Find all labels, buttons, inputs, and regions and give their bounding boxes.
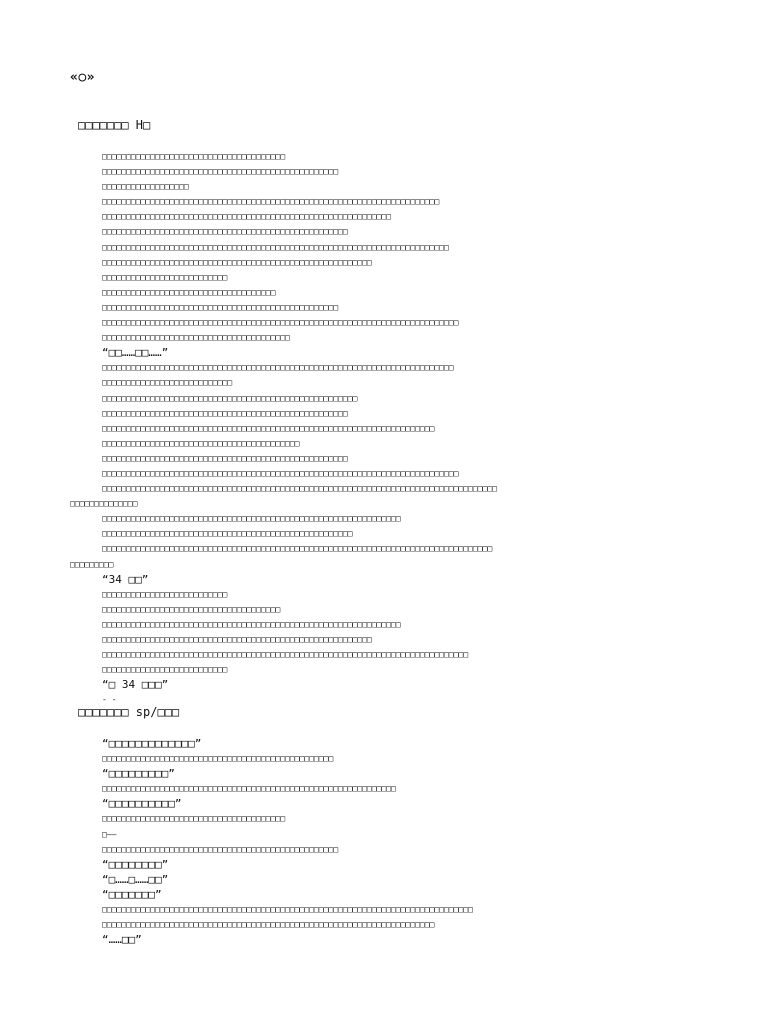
text-line: - - bbox=[102, 695, 117, 705]
section-1-body bbox=[70, 149, 730, 707]
text-line: □□□□□□□□□□□□□□□□□□□□□□□□□□□□□□□□□□□□□□□□□□□□□□□□□□□□□□□□□□□□□□□□□□□□□□ bbox=[102, 197, 440, 207]
text-line: □□□□□□□□□□□□□□□□□□□□□□□□□□□□□□□□□□□□□ bbox=[102, 604, 281, 614]
section-1 bbox=[70, 118, 730, 707]
text-line: □□□□□□□□□□□□□□□□□□□□□□□□□□ bbox=[102, 272, 228, 282]
text-line: □□□□□□□□□□□□□□□□□□□□□□□□□□□□□□□□□□□□□□□□□□□□□□□□□□□□□□□□□□□□□□□□□□□□□□□□□□ bbox=[102, 318, 459, 328]
dialogue-line: “□□□□□□□” bbox=[102, 887, 162, 901]
document-title: «○» bbox=[70, 70, 95, 85]
text-line: □□□□□□□□□□□□□□□□□□□□□□□□□□□□□□□□□□□□□□□□□□□□□□□□□□□□□□□□□□□□□□□□□□□□□□□□ bbox=[102, 242, 449, 252]
dialogue-line: “34 □□” bbox=[102, 572, 149, 586]
text-line: □□□□□□□□□□□□□□□□□□□□□□□□□□□□□□□□□□□□□□□□□□□□□□□□□□□□□□□□□□□□□□□□□□□□□□□□□□□□□ bbox=[102, 905, 473, 915]
text-line: □□□□□□□□□□□□□□□□□□□□□□□□□□□□□□□□□□□□□□□ bbox=[102, 333, 290, 343]
text-line: □□□□□□□□□□□□□□□□□□□□□□□□□□□□□□□□□□□□□□□□□ bbox=[102, 438, 300, 448]
text-line: □□□□□□□□□□□□□□□□□□□□□□□□□□□□□□□□□□□□□□ bbox=[102, 814, 286, 824]
section-2-body bbox=[70, 736, 730, 947]
text-line: □□□□□□□□□□□□□□□□□□□□□□□□□□□□□□□□□□□□□□□□□□□□□□□□□□□ bbox=[102, 408, 348, 418]
text-line: □□□□□□□□□□□□□□□□□□□□□□□□□□□□□□□□□□□□□□ bbox=[102, 152, 286, 161]
text-line: □□□□□□□□□□□□□□□□□□□□□□□□□□□□□□□□□□□□□□□□□□□□□□□□□□□□□□□□□□□□□□ bbox=[102, 514, 401, 524]
text-line: □□□□□□□□□□□□□□□□□□□□□□□□□□□□□□□□□□□□□□□□□□□□□□□□□□□□□□□□□□□□□□□□□□□□□ bbox=[102, 920, 435, 930]
text-line: □□□□□□□□□□□□□□□□□□ bbox=[102, 182, 189, 192]
text-line: □□□□□□□□□□□□□□□□□□□□□□□□□□□□□□□□□□□□□□□□□□□□□□□□□ bbox=[102, 167, 339, 177]
text-line: □□□□□□□□□□□□□□□□□□□□□□□□□□□□□□□□□□□□□□□□□□□□□□□□□□□□□□□□□□□□□□□□□□□□□□□□□ bbox=[102, 363, 454, 373]
text-line: □□□□□□□□□□□□□□□□□□□□□□□□□□□□□□□□□□□□□□□□□□□□□□□□□□□□□□□□□□□□□□□□□□□□□□□□□□ bbox=[102, 468, 459, 478]
text-line: □□□□□□□□□□□□□□□□□□□□□□□□□□□ bbox=[102, 378, 233, 388]
text-line: □□□□□□□□□□□□□□□□□□□□□□□□□□ bbox=[102, 589, 228, 599]
dialogue-line: “□□□□□□□□□” bbox=[102, 767, 175, 781]
text-line: □□□□□□□□□ bbox=[70, 559, 114, 569]
text-line: □□□□□□□□□□□□□□□□□□□□□□□□□□□□□□□□□□□□□□□□□□□□□□□□□ bbox=[102, 844, 339, 854]
text-line: □□□□□□□□□□□□□□□□□□□□□□□□□□□□□□□□□□□□□□□□□□□□□□□□□□□□□□□□□□□□□ bbox=[102, 784, 396, 794]
dialogue-line: “……□□” bbox=[102, 933, 142, 947]
text-line: □□□□□□□□□□□□□□□□□□□□□□□□□□ bbox=[102, 665, 228, 675]
text-line: □□□□□□□□□□□□□□□□□□□□□□□□□□□□□□□□□□□□□□□□□□□□□□□□□□□□□ bbox=[102, 393, 358, 403]
dialogue-line: “□……□……□□” bbox=[102, 872, 169, 886]
dialogue-line: “□□……□□……” bbox=[102, 346, 169, 360]
dialogue-line: “□□□□□□□□□□□□□” bbox=[102, 737, 202, 750]
section-1-heading: □□□□□□□ H□ bbox=[78, 118, 151, 132]
text-line: □□□□□□□□□□□□□□□□□□□□□□□□□□□□□□□□□□□□□□□□□□□□□□□□□□□□□□□□□□□□□□□□□□□□□□□□□□□□ bbox=[102, 650, 469, 660]
text-line: □□□□□□□□□□□□□□□□□□□□□□□□□□□□□□□□□□□□□□□□□□□□□□□□□□□□ bbox=[102, 529, 353, 539]
dialogue-line: “□□□□□□□□” bbox=[102, 857, 169, 871]
text-line: □—— bbox=[102, 829, 117, 839]
text-line: □□□□□□□□□□□□□□□□□□□□□□□□□□□□□□□□□□□□□□□□□□□□□□□□□□□ bbox=[102, 227, 348, 237]
text-line: □□□□□□□□□□□□□□□□□□□□□□□□□□□□□□□□□□□□□□□□□□□□□□□□□□□□□□□□ bbox=[102, 635, 372, 644]
section-2 bbox=[70, 705, 730, 947]
text-line: □□□□□□□□□□□□□□□□□□□□□□□□□□□□□□□□□□□□□□□□□□□□□□□□□□□□□□□□□□□□ bbox=[102, 212, 391, 222]
text-line: □□□□□□□□□□□□□□□□□□□□□□□□□□□□□□□□□□□□□□□□□□□□□□□□□□□□□□□□□□□□□□□□□□□□□□□□□□□□□□□□□□ bbox=[102, 484, 497, 494]
text-line: □□□□□□□□□□□□□□□□□□□□□□□□□□□□□□□□□□□□□□□□□□□□□□□□ bbox=[102, 754, 334, 764]
text-line: □□□□□□□□□□□□□□ bbox=[70, 499, 138, 509]
text-line: □□□□□□□□□□□□□□□□□□□□□□□□□□□□□□□□□□□□□□□□□□□□□□□□□ bbox=[102, 302, 339, 312]
text-line: □□□□□□□□□□□□□□□□□□□□□□□□□□□□□□□□□□□□ bbox=[102, 287, 276, 297]
text-line: □□□□□□□□□□□□□□□□□□□□□□□□□□□□□□□□□□□□□□□□□□□□□□□□□□□ bbox=[102, 453, 348, 463]
text-line: □□□□□□□□□□□□□□□□□□□□□□□□□□□□□□□□□□□□□□□□□□□□□□□□□□□□□□□□□□□□□□□□□□□□□□□□□□□□□□□□□ bbox=[102, 544, 493, 554]
dialogue-line: “□□□□□□□□□□” bbox=[102, 797, 182, 811]
text-line: □□□□□□□□□□□□□□□□□□□□□□□□□□□□□□□□□□□□□□□□□□□□□□□□□□□□□□□□□□□□□□□□□□□□□ bbox=[102, 423, 435, 433]
text-line: □□□□□□□□□□□□□□□□□□□□□□□□□□□□□□□□□□□□□□□□□□□□□□□□□□□□□□□□□□□□□□ bbox=[102, 619, 401, 629]
dialogue-line: “□ 34 □□□” bbox=[102, 678, 169, 692]
text-line: □□□□□□□□□□□□□□□□□□□□□□□□□□□□□□□□□□□□□□□□□□□□□□□□□□□□□□□□ bbox=[102, 257, 372, 267]
section-2-heading: □□□□□□□ sp/□□□ bbox=[78, 705, 180, 719]
